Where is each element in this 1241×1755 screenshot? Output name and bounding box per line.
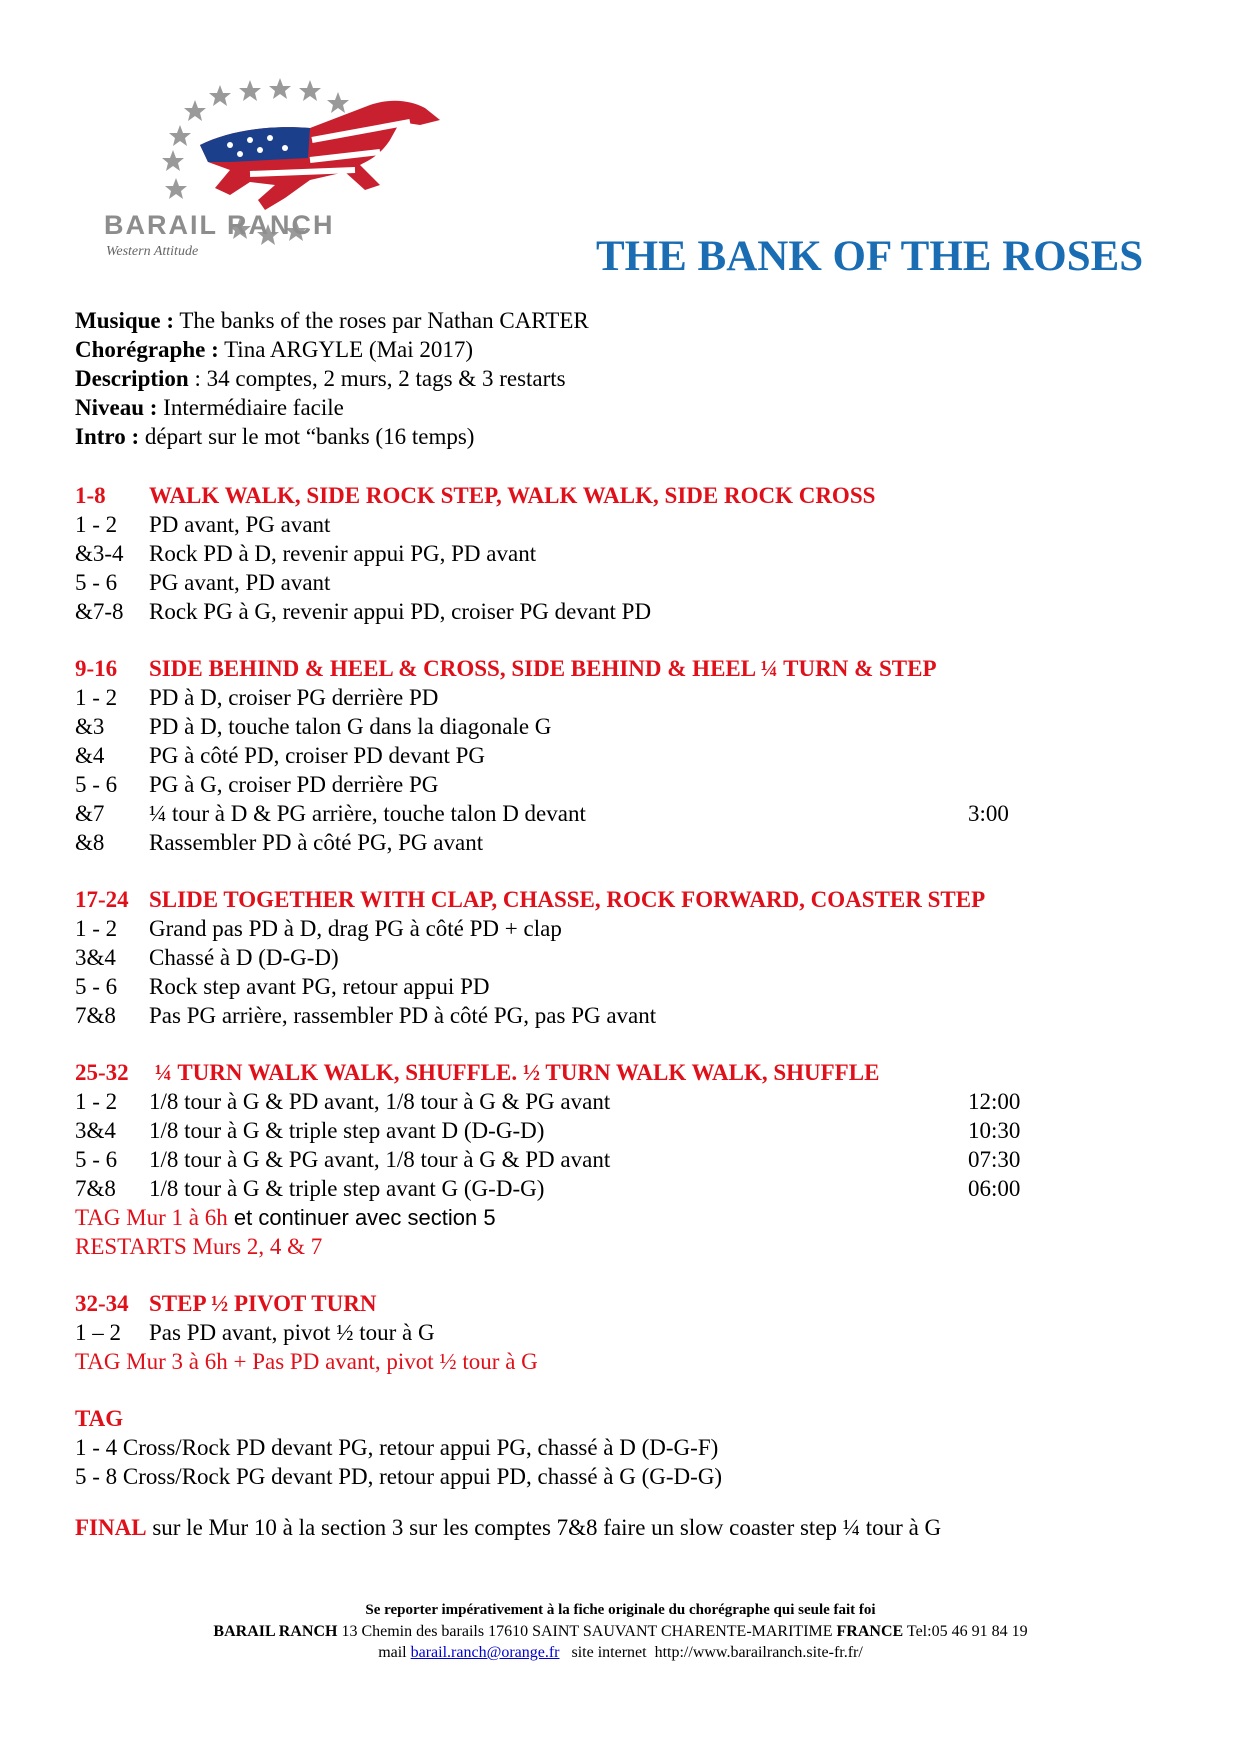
step-text: PG à G, croiser PD derrière PG bbox=[149, 772, 439, 797]
section-number: 1-8 bbox=[75, 483, 106, 508]
step-count: 5 - 6 bbox=[75, 570, 118, 595]
step-count: &7-8 bbox=[75, 599, 124, 624]
section-number: 9-16 bbox=[75, 656, 118, 681]
section-heading bbox=[75, 654, 1135, 683]
step-row bbox=[75, 510, 1135, 539]
section-number: 32-34 bbox=[75, 1291, 129, 1316]
level-label: Niveau : bbox=[75, 395, 158, 420]
step-count: 7&8 bbox=[75, 1176, 116, 1201]
step-count: 1 - 2 bbox=[75, 685, 118, 710]
section-9-16 bbox=[75, 654, 1135, 857]
tag-line: 1 - 4 Cross/Rock PD devant PG, retour appui PG, chassé à D (D-G-F) bbox=[75, 1435, 719, 1460]
section-number: 17-24 bbox=[75, 887, 129, 912]
footer-website: site internet http://www.barailranch.site-fr.fr/ bbox=[559, 1644, 863, 1661]
footer-address-text: 13 Chemin des barails 17610 SAINT SAUVANT CHARENTE-MARITIME bbox=[337, 1623, 837, 1640]
step-count: 7&8 bbox=[75, 1003, 116, 1028]
tag-section bbox=[75, 1404, 1135, 1491]
footer-phone: Tel:05 46 91 84 19 bbox=[903, 1623, 1028, 1640]
tag-note-label: TAG Mur 1 à 6h bbox=[75, 1205, 228, 1230]
step-orientation: 06:00 bbox=[968, 1176, 1021, 1201]
final-note bbox=[75, 1515, 941, 1541]
step-count: 5 - 6 bbox=[75, 974, 118, 999]
footer-disclaimer: Se reporter impérativement à la fiche originale du chorégraphe qui seule fait foi bbox=[365, 1602, 876, 1618]
step-row bbox=[75, 1087, 1135, 1116]
dance-info bbox=[75, 306, 589, 451]
step-count: &8 bbox=[75, 830, 105, 855]
step-text: 1/8 tour à G & triple step avant G (G-D-G) bbox=[149, 1176, 545, 1201]
section-25-32 bbox=[75, 1058, 1135, 1261]
step-row bbox=[75, 597, 1135, 626]
music-value: The banks of the roses par Nathan CARTER bbox=[174, 308, 589, 333]
step-text: Rock step avant PG, retour appui PD bbox=[149, 974, 490, 999]
choreographer-row bbox=[75, 335, 589, 364]
step-count: 1 - 2 bbox=[75, 916, 118, 941]
restarts-note: RESTARTS Murs 2, 4 & 7 bbox=[75, 1234, 323, 1259]
step-row bbox=[75, 1174, 1135, 1203]
step-orientation: 3:00 bbox=[968, 801, 1009, 826]
step-text: PD à D, croiser PG derrière PD bbox=[149, 685, 439, 710]
section-1-8 bbox=[75, 481, 1135, 626]
footer-email-link[interactable]: barail.ranch@orange.fr bbox=[410, 1644, 560, 1661]
final-label: FINAL bbox=[75, 1515, 147, 1540]
section-title: SIDE BEHIND & HEEL & CROSS, SIDE BEHIND & HEEL ¼ TURN & STEP bbox=[149, 656, 937, 681]
step-text: PD avant, PG avant bbox=[149, 512, 331, 537]
step-text: PG avant, PD avant bbox=[149, 570, 331, 595]
step-text: 1/8 tour à G & PD avant, 1/8 tour à G & PG avant bbox=[149, 1089, 611, 1114]
section-heading bbox=[75, 1058, 1135, 1087]
section-32-34 bbox=[75, 1289, 1135, 1376]
section-title: ¼ TURN WALK WALK, SHUFFLE. ½ TURN WALK WALK, SHUFFLE bbox=[149, 1060, 880, 1085]
section-number: 25-32 bbox=[75, 1060, 129, 1085]
step-text: ¼ tour à D & PG arrière, touche talon D devant bbox=[149, 801, 586, 826]
step-count: 5 - 6 bbox=[75, 772, 118, 797]
footer-address bbox=[0, 1621, 1241, 1642]
step-text: Rassembler PD à côté PG, PG avant bbox=[149, 830, 484, 855]
music-row bbox=[75, 306, 589, 335]
description-value: : 34 comptes, 2 murs, 2 tags & 3 restarts bbox=[188, 366, 566, 391]
section-heading bbox=[75, 1289, 1135, 1318]
intro-row bbox=[75, 422, 589, 451]
music-label: Musique : bbox=[75, 308, 175, 333]
step-orientation: 10:30 bbox=[968, 1118, 1021, 1143]
step-row bbox=[75, 828, 1135, 857]
footer-ranch-name: BARAIL RANCH bbox=[213, 1623, 338, 1640]
step-text: Rock PD à D, revenir appui PG, PD avant bbox=[149, 541, 537, 566]
step-orientation: 12:00 bbox=[968, 1089, 1021, 1114]
intro-label: Intro : bbox=[75, 424, 140, 449]
tag-wall-1-note bbox=[75, 1203, 1135, 1232]
section-title: STEP ½ PIVOT TURN bbox=[149, 1291, 377, 1316]
section-title: SLIDE TOGETHER WITH CLAP, CHASSE, ROCK FORWARD, COASTER STEP bbox=[149, 887, 986, 912]
level-row bbox=[75, 393, 589, 422]
page-title: THE BANK OF THE ROSES bbox=[596, 233, 1144, 280]
step-text: Grand pas PD à D, drag PG à côté PD + clap bbox=[149, 916, 562, 941]
tag-note-text: et continuer avec section 5 bbox=[227, 1205, 496, 1230]
step-count: 1 - 2 bbox=[75, 512, 118, 537]
step-count: 3&4 bbox=[75, 945, 116, 970]
tag-heading: TAG bbox=[75, 1406, 124, 1431]
footer-mail-label: mail bbox=[378, 1644, 411, 1661]
step-text: Pas PG arrière, rassembler PD à côté PG, pas PG avant bbox=[149, 1003, 657, 1028]
step-text: 1/8 tour à G & triple step avant D (D-G-D) bbox=[149, 1118, 545, 1143]
choreographer-value: Tina ARGYLE (Mai 2017) bbox=[218, 337, 474, 362]
step-text: Rock PG à G, revenir appui PD, croiser PG devant PD bbox=[149, 599, 652, 624]
logo-brand-text: BARAIL RANCH bbox=[104, 210, 335, 240]
step-orientation: 07:30 bbox=[968, 1147, 1021, 1172]
section-heading bbox=[75, 885, 1135, 914]
step-row bbox=[75, 568, 1135, 597]
step-count: 5 - 6 bbox=[75, 1147, 118, 1172]
step-row bbox=[75, 972, 1135, 1001]
level-value: Intermédiaire facile bbox=[157, 395, 344, 420]
step-count: &7 bbox=[75, 801, 105, 826]
step-text: Pas PD avant, pivot ½ tour à G bbox=[149, 1320, 435, 1345]
step-count: &4 bbox=[75, 743, 105, 768]
footer-contact bbox=[0, 1642, 1241, 1663]
barail-ranch-logo bbox=[80, 70, 520, 270]
step-count: &3 bbox=[75, 714, 105, 739]
footer bbox=[0, 1600, 1241, 1663]
step-text: 1/8 tour à G & PG avant, 1/8 tour à G & PD avant bbox=[149, 1147, 611, 1172]
tag-line: 5 - 8 Cross/Rock PG devant PD, retour appui PD, chassé à G (G-D-G) bbox=[75, 1464, 723, 1489]
step-count: 3&4 bbox=[75, 1118, 116, 1143]
step-count: &3-4 bbox=[75, 541, 124, 566]
footer-country: FRANCE bbox=[836, 1623, 904, 1640]
step-row bbox=[75, 1145, 1135, 1174]
step-row bbox=[75, 943, 1135, 972]
step-row bbox=[75, 799, 1135, 828]
step-row bbox=[75, 683, 1135, 712]
logo-tagline: Western Attitude bbox=[106, 244, 199, 259]
choreographer-label: Chorégraphe : bbox=[75, 337, 219, 362]
step-text: PG à côté PD, croiser PD devant PG bbox=[149, 743, 486, 768]
step-row bbox=[75, 539, 1135, 568]
description-row bbox=[75, 364, 589, 393]
step-row bbox=[75, 1318, 1135, 1347]
step-row bbox=[75, 712, 1135, 741]
step-row bbox=[75, 741, 1135, 770]
step-text: Chassé à D (D-G-D) bbox=[149, 945, 339, 970]
final-text: sur le Mur 10 à la section 3 sur les comptes 7&8 faire un slow coaster step ¼ tour à G bbox=[146, 1515, 942, 1540]
step-row bbox=[75, 914, 1135, 943]
intro-value: départ sur le mot “banks (16 temps) bbox=[139, 424, 475, 449]
step-row bbox=[75, 1116, 1135, 1145]
description-label: Description bbox=[75, 366, 189, 391]
step-count: 1 - 2 bbox=[75, 1089, 118, 1114]
tag-wall-3-note: TAG Mur 3 à 6h + Pas PD avant, pivot ½ tour à G bbox=[75, 1349, 538, 1374]
section-heading bbox=[75, 481, 1135, 510]
section-17-24 bbox=[75, 885, 1135, 1030]
step-count: 1 – 2 bbox=[75, 1320, 121, 1345]
step-row bbox=[75, 1001, 1135, 1030]
step-text: PD à D, touche talon G dans la diagonale G bbox=[149, 714, 552, 739]
step-row bbox=[75, 770, 1135, 799]
section-title: WALK WALK, SIDE ROCK STEP, WALK WALK, SIDE ROCK CROSS bbox=[149, 483, 876, 508]
